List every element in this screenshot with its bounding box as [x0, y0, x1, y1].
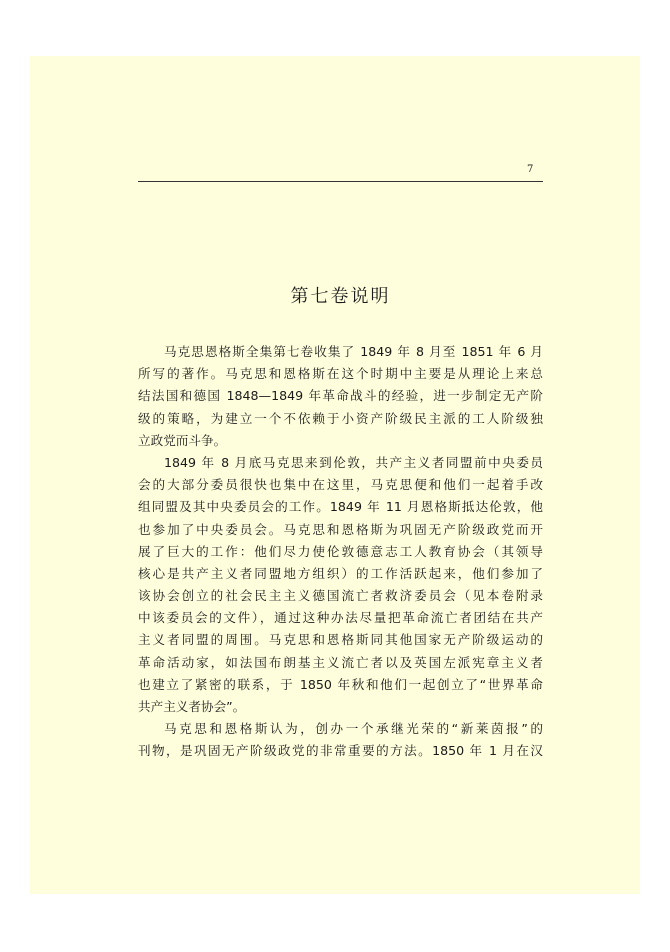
body-text [138, 341, 543, 763]
text-line: 该协会创立的社会民主主义德国流亡者救济委员会（见本卷附录 [138, 588, 543, 604]
text-line: 马克思和恩格斯认为，创办一个承继光荣的“新莱茵报”的 [164, 721, 543, 737]
text-line: 马克思恩格斯全集第七卷收集了 1849 年 8 月至 1851 年 6 月 [164, 344, 543, 359]
header-rule [138, 181, 543, 182]
text-line: 组同盟及其中央委员会的工作。1849 年 11 月恩格斯抵达伦敦，他 [138, 499, 543, 515]
text-line: 革命活动家，如法国布朗基主义流亡者以及英国左派宪章主义者 [138, 654, 543, 670]
text-line: 立政党而斗争。 [138, 432, 227, 448]
text-line: 结法国和德国 1848—1849 年革命战斗的经验，进一步制定无产阶 [138, 388, 543, 404]
text-line: 展了巨大的工作：他们尽力使伦敦德意志工人教育协会（其领导 [138, 543, 543, 559]
text-line: 共产主义者协会”。 [138, 699, 246, 714]
page-title: 第七卷说明 [290, 286, 391, 307]
text-line: 级的策略，为建立一个不依赖于小资产阶级民主派的工人阶级独 [138, 410, 543, 426]
text-line: 1849 年 8 月底马克思来到伦敦，共产主义者同盟前中央委员 [164, 454, 543, 470]
text-line: 也建立了紧密的联系，于 1850 年秋和他们一起创立了“世界革命 [138, 676, 543, 692]
text-line: 主义者同盟的周围。马克思和恩格斯同其他国家无产阶级运动的 [138, 632, 543, 648]
text-line: 中该委员会的文件），通过这种办法尽量把革命流亡者团结在共产 [138, 610, 543, 626]
text-line: 也参加了中央委员会。马克思和恩格斯为巩固无产阶级政党而开 [138, 521, 543, 537]
text-line: 所写的著作。马克思和恩格斯在这个时期中主要是从理论上来总 [138, 366, 543, 382]
page-number: 7 [527, 164, 534, 175]
text-line: 刊物，是巩固无产阶级政党的非常重要的方法。1850 年 1 月在汉 [138, 743, 543, 759]
text-line: 会的大部分委员很快也集中在这里，马克思便和他们一起着手改 [138, 477, 543, 493]
text-line: 核心是共产主义者同盟地方组织）的工作活跃起来，他们参加了 [138, 565, 543, 581]
